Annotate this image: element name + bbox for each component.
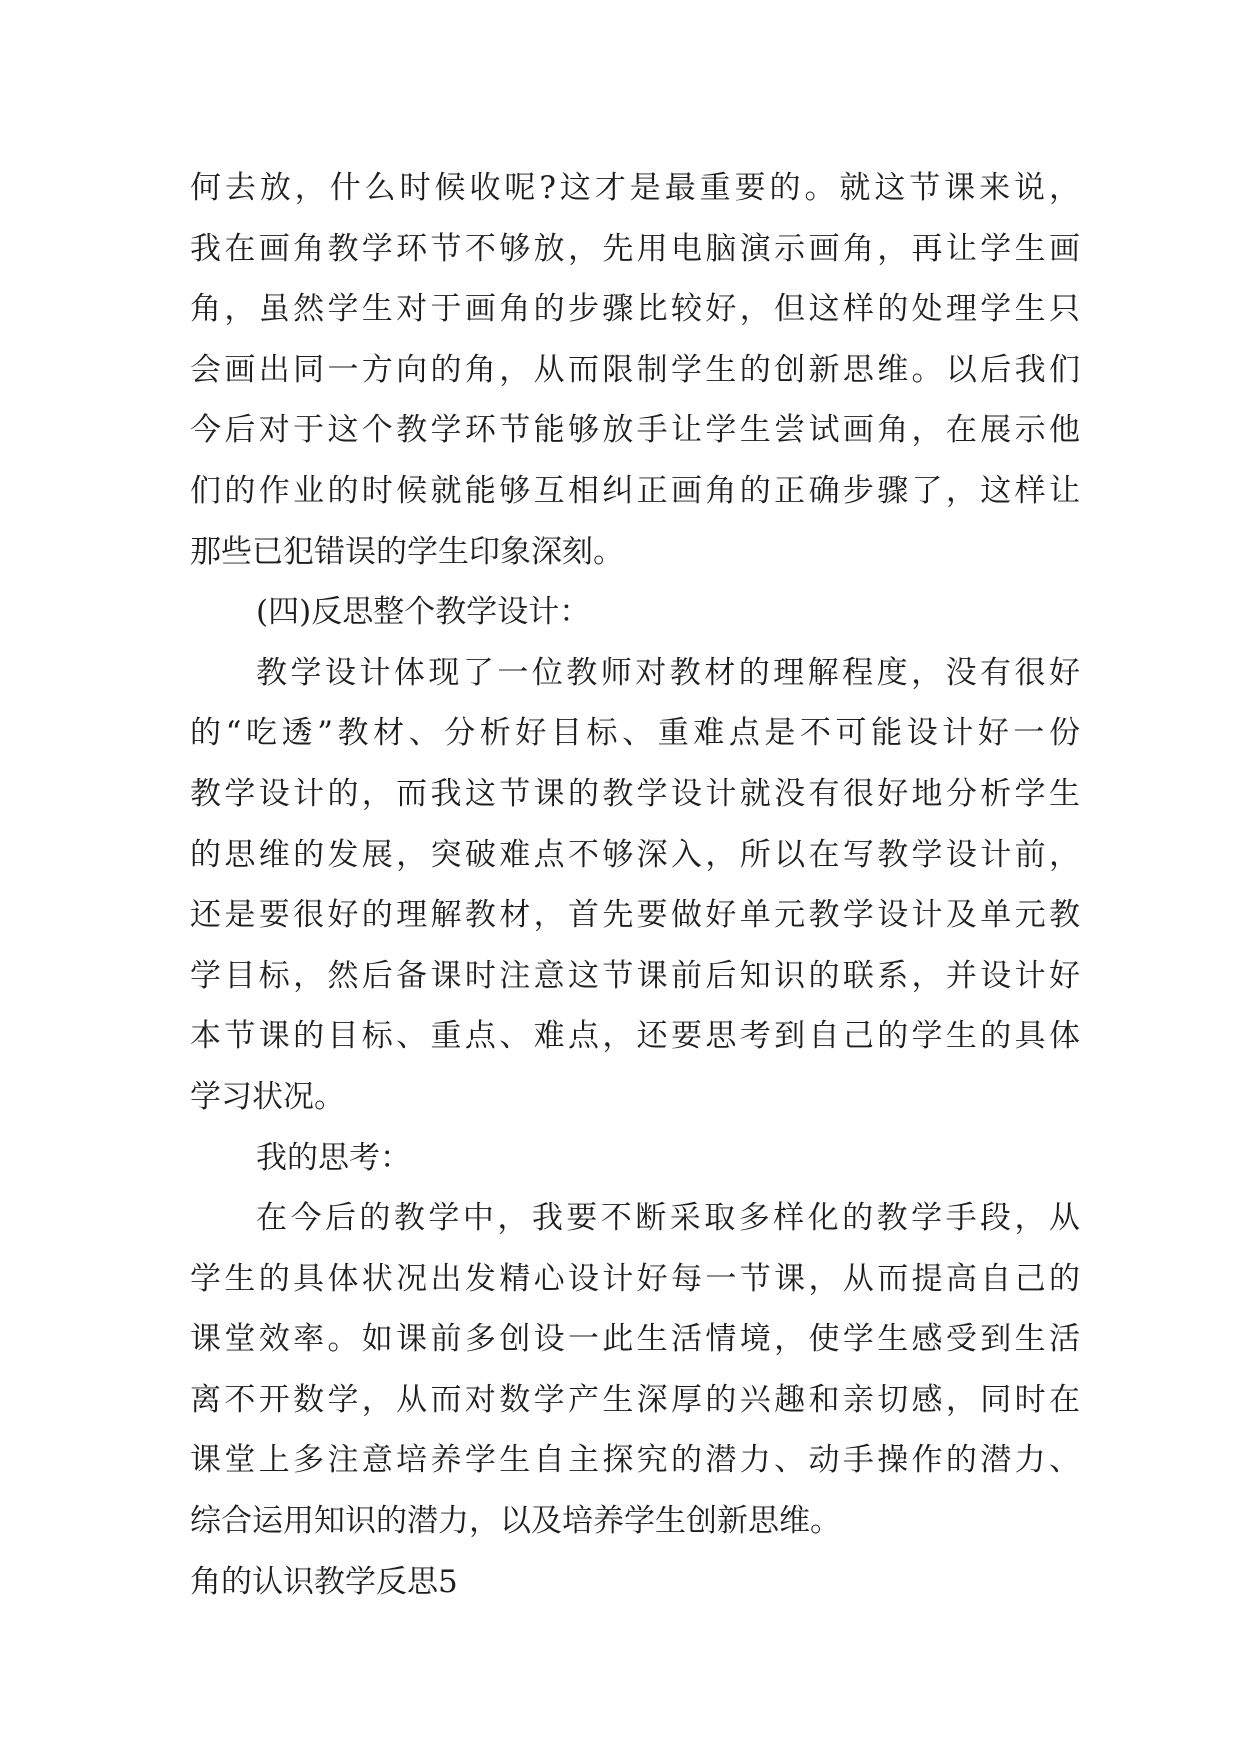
text-line-15: 本节课的目标、重点、难点，还要思考到自己的学生的具体 xyxy=(190,1018,1080,1055)
text-line-1: 何去放，什么时候收呢?这才是最重要的。就这节课来说， xyxy=(190,170,1080,206)
text-line-10: 的“吃透”教材、分析好目标、重难点是不可能设计好一份 xyxy=(190,715,1080,752)
text-line-18: 在今后的教学中，我要不断采取多样化的教学手段，从 xyxy=(256,1200,1080,1237)
text-line-4: 会画出同一方向的角，从而限制学生的创新思维。以后我们 xyxy=(190,351,1080,388)
section-heading-reflection: (四)反思整个教学设计： xyxy=(256,594,591,631)
text-line-14: 学目标，然后备课时注意这节课前后知识的联系，并设计好 xyxy=(190,957,1080,994)
text-line-2: 我在画角教学环节不够放，先用电脑演示画角，再让学生画 xyxy=(190,230,1080,267)
text-line-9: 教学设计体现了一位教师对教材的理解程度，没有很好 xyxy=(256,654,1080,691)
text-line-21: 离不开数学，从而对数学产生深厚的兴趣和亲切感，同时在 xyxy=(190,1381,1080,1418)
text-line-5: 今后对于这个教学环节能够放手让学生尝试画角，在展示他 xyxy=(190,412,1080,449)
text-line-12: 的思维的发展，突破难点不够深入，所以在写教学设计前， xyxy=(190,836,1080,873)
text-line-20: 课堂效率。如课前多创设一此生活情境，使学生感受到生活 xyxy=(190,1321,1080,1358)
next-section-title: 角的认识教学反思5 xyxy=(190,1563,458,1600)
text-line-6: 们的作业的时候就能够互相纠正画角的正确步骤了，这样让 xyxy=(190,472,1080,509)
text-line-13: 还是要很好的理解教材，首先要做好单元教学设计及单元教 xyxy=(190,897,1080,934)
section-heading-my-thoughts: 我的思考： xyxy=(256,1139,411,1176)
document-body xyxy=(190,158,1080,1612)
text-line-19: 学生的具体状况出发精心设计好每一节课，从而提高自己的 xyxy=(190,1260,1080,1297)
text-line-16: 学习状况。 xyxy=(190,1078,345,1115)
text-line-3: 角，虽然学生对于画角的步骤比较好，但这样的处理学生只 xyxy=(190,291,1080,328)
text-line-7: 那些已犯错误的学生印象深刻。 xyxy=(190,533,624,570)
text-line-23: 综合运用知识的潜力，以及培养学生创新思维。 xyxy=(190,1503,841,1540)
text-line-11: 教学设计的，而我这节课的教学设计就没有很好地分析学生 xyxy=(190,775,1080,812)
text-line-22: 课堂上多注意培养学生自主探究的潜力、动手操作的潜力、 xyxy=(190,1442,1080,1479)
